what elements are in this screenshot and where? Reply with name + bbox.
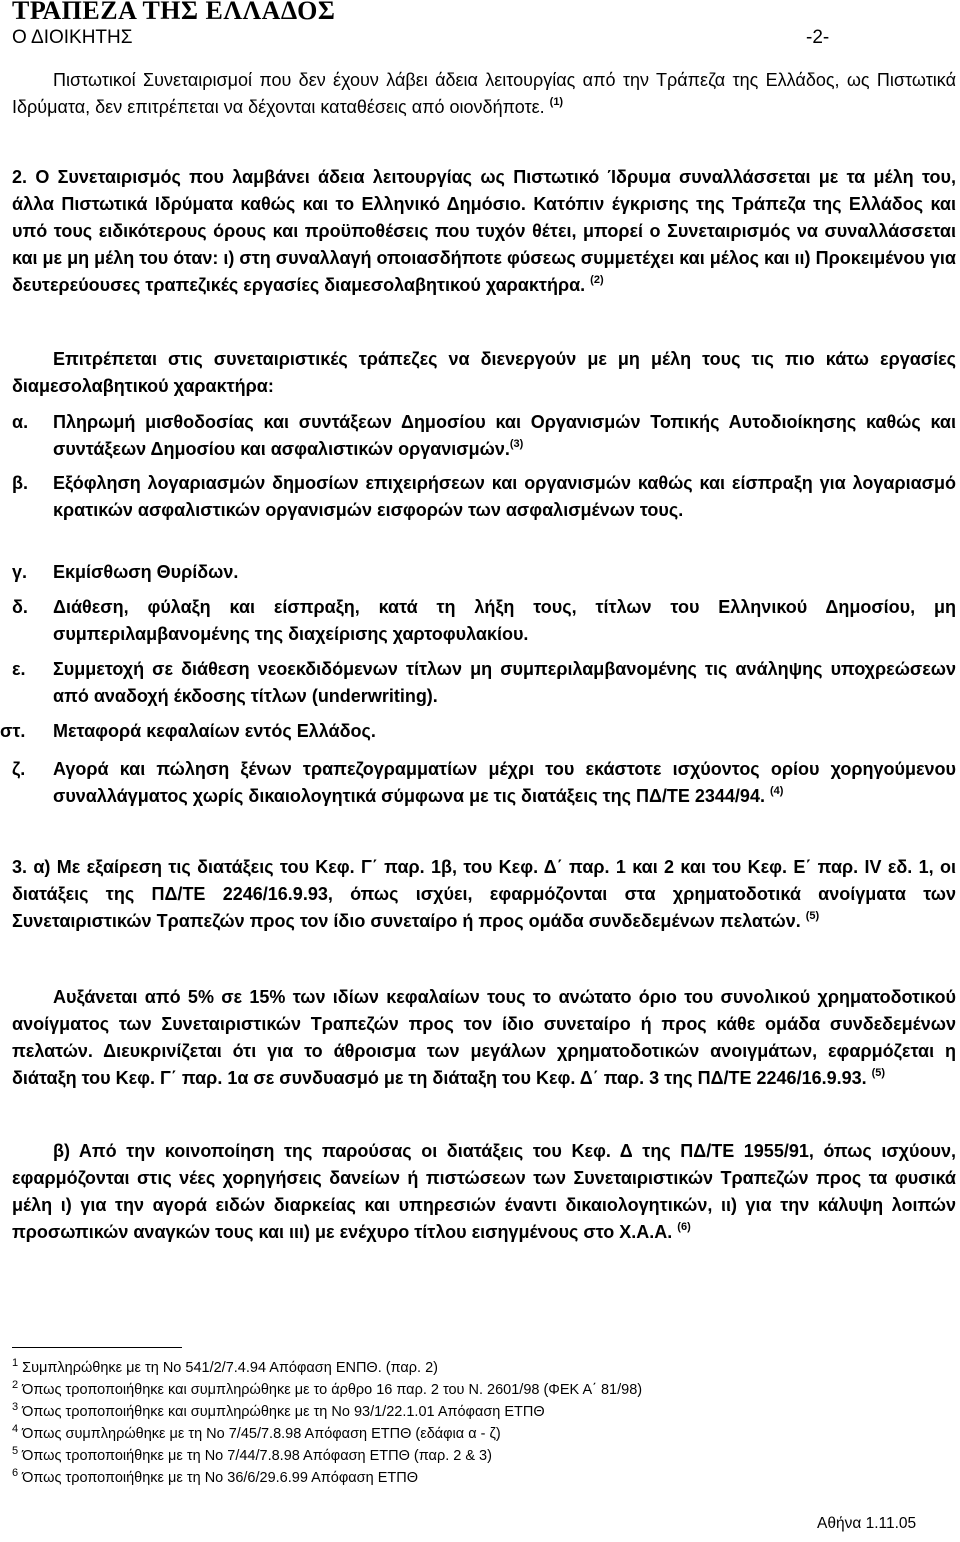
footnote-number: 3: [12, 1401, 19, 1413]
item-c: [12, 559, 956, 586]
item-b: [12, 470, 956, 524]
item-label: γ.: [12, 562, 28, 582]
item-a: [12, 409, 956, 463]
footnote-ref: (3): [509, 438, 524, 450]
item-label: α.: [12, 412, 29, 432]
permitted-intro: Επιτρέπεται στις συνεταιριστικές τράπεζες να διενεργούν με μη μέλη τους τις πιο κάτω εργασίες διαμεσολαβητικού χαρακτήρα:: [12, 349, 956, 396]
item-z: [12, 756, 956, 810]
footnote-1: $^1$ Συμπληρώθηκε με τη Νο 541/2/7.4.94 Απόφαση ΕΝΠΘ. (παρ. 2): [12, 1357, 438, 1376]
item-label: ζ.: [12, 759, 26, 779]
section-3b-paragraph: β) Από την κοινοποίηση της παρούσας οι διατάξεις του Κεφ. Δ της ΠΔ/ΤΕ 1955/91, όπως ισχύουν, εφαρμόζονται στις νέες χορηγήσεις δανείων ή πιστώσεων των Συνεταιριστικών Τραπεζών προς τα φυσικά μέλη ι) για την αγορά ειδών διαρκείας και υπηρεσιών έναντι δικαιολογητικών, ιι) για την κάλυψη λοιπών προσωπικών αναγκών τους και ιιι) με ενέχυρο τίτλου εισηγμένους στο Χ.Α.Α. $^{(6)}$: [12, 1141, 956, 1242]
section-2-paragraph: 2. Ο Συνεταιρισμός που λαμβάνει άδεια λειτουργίας ως Πιστωτικό Ίδρυμα συναλλάσσεται με τα μέλη του, άλλα Πιστωτικά Ιδρύματα καθώς και το Ελληνικό Δημόσιο. Κατόπιν έγκρισης της Τράπεζα της Ελλάδος και υπό τους ειδικότερους όρους και προϋποθέσεις που τυχόν θέτει, μπορεί ο Συνεταιρισμός να συναλλάσσεται και με μη μέλη του όταν: ι) στη συναλλαγή οποιασδήποτε φύσεως συμμετέχει και μέλος και ιι) Προκειμένου για δευτερεύουσες τραπεζικές εργασίες διαμεσολαβητικού χαρακτήρα. $^{(2)}$: [12, 167, 956, 295]
footnote-ref: (1): [549, 96, 564, 108]
intro-paragraph-block: [12, 67, 956, 121]
item-text: Συμμετοχή σε διάθεση νεοεκδιδόμενων τίτλων μη συμπεριλαμβανομένης τις ανάληψης υποχρεώσεων από αναδοχή έκδοσης τίτλων (underwriting).: [53, 659, 956, 706]
item-text: Εξόφληση λογαριασμών δημοσίων επιχειρήσεων και οργανισμών καθώς και είσπραξη για λογαριασμό κρατικών ασφαλιστικών οργανισμών εισφορών των ασφαλισμένων τους.: [53, 473, 956, 520]
footnote-4: $^4$ Όπως συμπληρώθηκε με τη Νο 7/45/7.8.98 Απόφαση ΕΤΠΘ (εδάφια α - ζ): [12, 1423, 501, 1442]
item-label: στ.: [0, 721, 26, 741]
page-number: -2-: [806, 27, 830, 48]
section-2-block: [12, 164, 956, 299]
item-text: Εκμίσθωση Θυρίδων.: [53, 562, 239, 582]
footer-date: Αθήνα 1.11.05: [817, 1515, 917, 1532]
footnote-number: 1: [12, 1357, 19, 1369]
footnote-divider: [12, 1347, 182, 1348]
permitted-intro-block: [12, 346, 956, 400]
footnote-ref: (5): [871, 1067, 886, 1079]
footnote-ref: (2): [590, 274, 604, 286]
item-text: Πληρωμή μισθοδοσίας και συντάξεων Δημοσίου και Οργανισμών Τοπικής Αυτοδιοίκησης καθώς και συντάξεων Δημοσίου και ασφαλιστικών οργανισμών.$^{(3)}$: [53, 412, 956, 459]
item-text: Μεταφορά κεφαλαίων εντός Ελλάδος.: [53, 721, 376, 741]
item-text: Διάθεση, φύλαξη και είσπραξη, κατά τη λήξη τους, τίτλων του Ελληνικού Δημοσίου, μη συμπεριλαμβανομένης της διαχείρισης χαρτοφυλακίου.: [53, 597, 956, 644]
footnote-number: 4: [12, 1423, 19, 1435]
increase-block: [12, 984, 956, 1092]
item-label: β.: [12, 473, 28, 493]
section-3a-block: [12, 854, 956, 935]
office-heading: Ο ΔΙΟΙΚΗΤΗΣ: [12, 27, 133, 48]
increase-paragraph: Αυξάνεται από 5% σε 15% των ιδίων κεφαλαίων τους το ανώτατο όριο του συνολικού χρηματοδοτικού ανοίγματος των Συνεταιριστικών Τραπεζών προς τον ίδιο συνεταίρο ή προς κάθε ομάδα συνδεδεμένων πελατών. Διευκρινίζεται ότι για το άθροισμα των μεγάλων χρηματοδοτικών ανοιγμάτων, εφαρμόζεται η διάταξη του Κεφ. Γ΄ παρ. 1α σε συνδυασμό με τη διάταξη του Κεφ. Δ΄ παρ. 3 της ΠΔ/ΤΕ 2246/16.9.93. $^{(5)}$: [12, 987, 956, 1088]
item-d: [12, 594, 956, 648]
footnote-number: 2: [12, 1379, 19, 1391]
footnote-2: $^2$ Όπως τροποποιήθηκε και συμπληρώθηκε με το άρθρο 16 παρ. 2 του Ν. 2601/98 (ΦΕΚ Α΄ 81/98): [12, 1379, 643, 1398]
footnote-3: $^3$ Όπως τροποποιήθηκε και συμπληρώθηκε με τη Νο 93/1/22.1.01 Απόφαση ΕΤΠΘ: [12, 1401, 545, 1420]
footnote-5: $^5$ Όπως τροποποιήθηκε με τη Νο 7/44/7.8.98 Απόφαση ΕΤΠΘ (παρ. 2 & 3): [12, 1445, 492, 1464]
footnote-number: 5: [12, 1445, 19, 1457]
item-label: ε.: [12, 659, 26, 679]
bank-title: ΤΡΑΠΕΖΑ ΤΗΣ ΕΛΛΑΔΟΣ: [12, 0, 336, 25]
footnote-ref: (4): [769, 785, 784, 797]
section-3b-block: [12, 1138, 956, 1246]
item-st: [0, 718, 956, 745]
intro-paragraph: Πιστωτικοί Συνεταιρισμοί που δεν έχουν λάβει άδεια λειτουργίας από την Τράπεζα της Ελλάδος, ως Πιστωτικά Ιδρύματα, δεν επιτρέπεται να δέχονται καταθέσεις από οιονδήποτε. $^{(1)}$: [12, 70, 956, 117]
section-3a-paragraph: 3. α) Με εξαίρεση τις διατάξεις του Κεφ. Γ΄ παρ. 1β, του Κεφ. Δ΄ παρ. 1 και 2 και του Κεφ. Ε΄ παρ. IV εδ. 1, οι διατάξεις της ΠΔ/ΤΕ 2246/16.9.93, όπως ισχύει, εφαρμόζονται στα χρηματοδοτικά ανοίγματα των Συνεταιριστικών Τραπεζών προς τον ίδιο συνεταίρο ή προς ομάδα συνδεδεμένων πελατών. $^{(5)}$: [12, 857, 956, 931]
item-label: δ.: [12, 597, 28, 617]
item-e: [12, 656, 956, 710]
footnote-number: 6: [12, 1467, 19, 1479]
footnote-6: $^6$ Όπως τροποποιήθηκε με τη Νο 36/6/29.6.99 Απόφαση ΕΤΠΘ: [12, 1467, 418, 1486]
item-text: Αγορά και πώληση ξένων τραπεζογραμματίων μέχρι του εκάστοτε ισχύοντος ορίου χορηγούμενου συναλλάγματος χωρίς δικαιολογητικά σύμφωνα με τις διατάξεις της ΠΔ/ΤΕ 2344/94. $^{(4)}$: [53, 759, 956, 806]
footnote-ref: (5): [805, 910, 820, 922]
footnote-ref: (6): [677, 1221, 691, 1233]
